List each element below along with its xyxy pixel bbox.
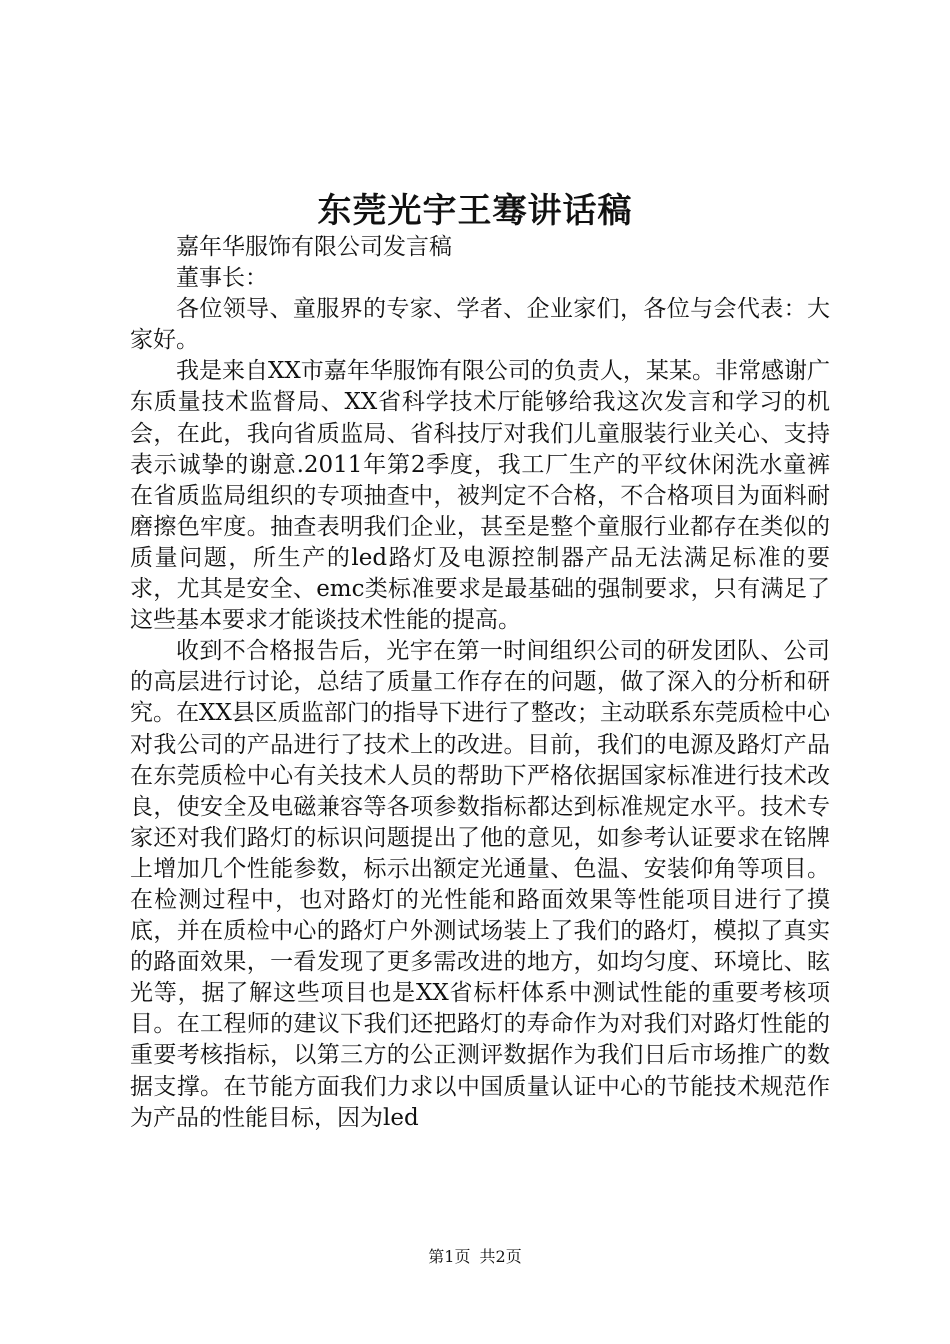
document-body: [130, 232, 830, 1134]
page-total: 共2页: [479, 1247, 522, 1266]
paragraph-introduction: 我是来自XX市嘉年华服饰有限公司的负责人，某某。非常感谢广东质量技术监督局、XX省科学技术厅能够给我这次发言和学习的机会，在此，我向省质监局、省科技厅对我们儿童服装行业关心、支持表示诚挚的谢意.2011年第2季度，我工厂生产的平纹休闲洗水童裤在省质监局组织的专项抽查中，被判定不合格，不合格项目为面料耐磨擦色牢度。抽查表明我们企业，甚至是整个童服行业都存在类似的质量问题，所生产的led路灯及电源控制器产品无法满足标准的要求，尤其是安全、emc类标准要求是最基础的强制要求，只有满足了这些基本要求才能谈技术性能的提高。: [130, 358, 830, 634]
paragraph-company: 嘉年华服饰有限公司发言稿: [176, 234, 452, 260]
paragraph-speaker: 董事长：: [176, 265, 268, 292]
document-title: 东莞光宇王骞讲话稿: [317, 191, 633, 231]
page-footer: [0, 1244, 950, 1267]
paragraph-greeting: 各位领导、童服界的专家、学者、企业家们，各位与会代表：大家好。: [130, 296, 830, 354]
paragraph-improvements: 收到不合格报告后，光宇在第一时间组织公司的研发团队、公司的高层进行讨论，总结了质量工作存在的问题，做了深入的分析和研究。在XX县区质监部门的指导下进行了整改；主动联系东莞质检中心对我公司的产品进行了技术上的改进。目前，我们的电源及路灯产品在东莞质检中心有关技术人员的帮助下严格依据国家标准进行技术改良，使安全及电磁兼容等各项参数指标都达到标准规定水平。技术专家还对我们路灯的标识问题提出了他的意见，如参考认证要求在铭牌上增加几个性能参数，标示出额定光通量、色温、安装仰角等项目。在检测过程中，也对路灯的光性能和路面效果等性能项目进行了摸底，并在质检中心的路灯户外测试场装上了我们的路灯，模拟了真实的路面效果，一看发现了更多需改进的地方，如均匀度、环境比、眩光等，据了解这些项目也是XX省标杆体系中测试性能的重要考核项目。在工程师的建议下我们还把路灯的寿命作为对我们对路灯性能的重要考核指标，以第三方的公正测评数据作为我们日后市场推广的数据支撑。在节能方面我们力求以中国质量认证中心的节能技术规范作为产品的性能目标，因为led: [130, 638, 830, 1131]
page-number: 第1页: [428, 1247, 471, 1266]
